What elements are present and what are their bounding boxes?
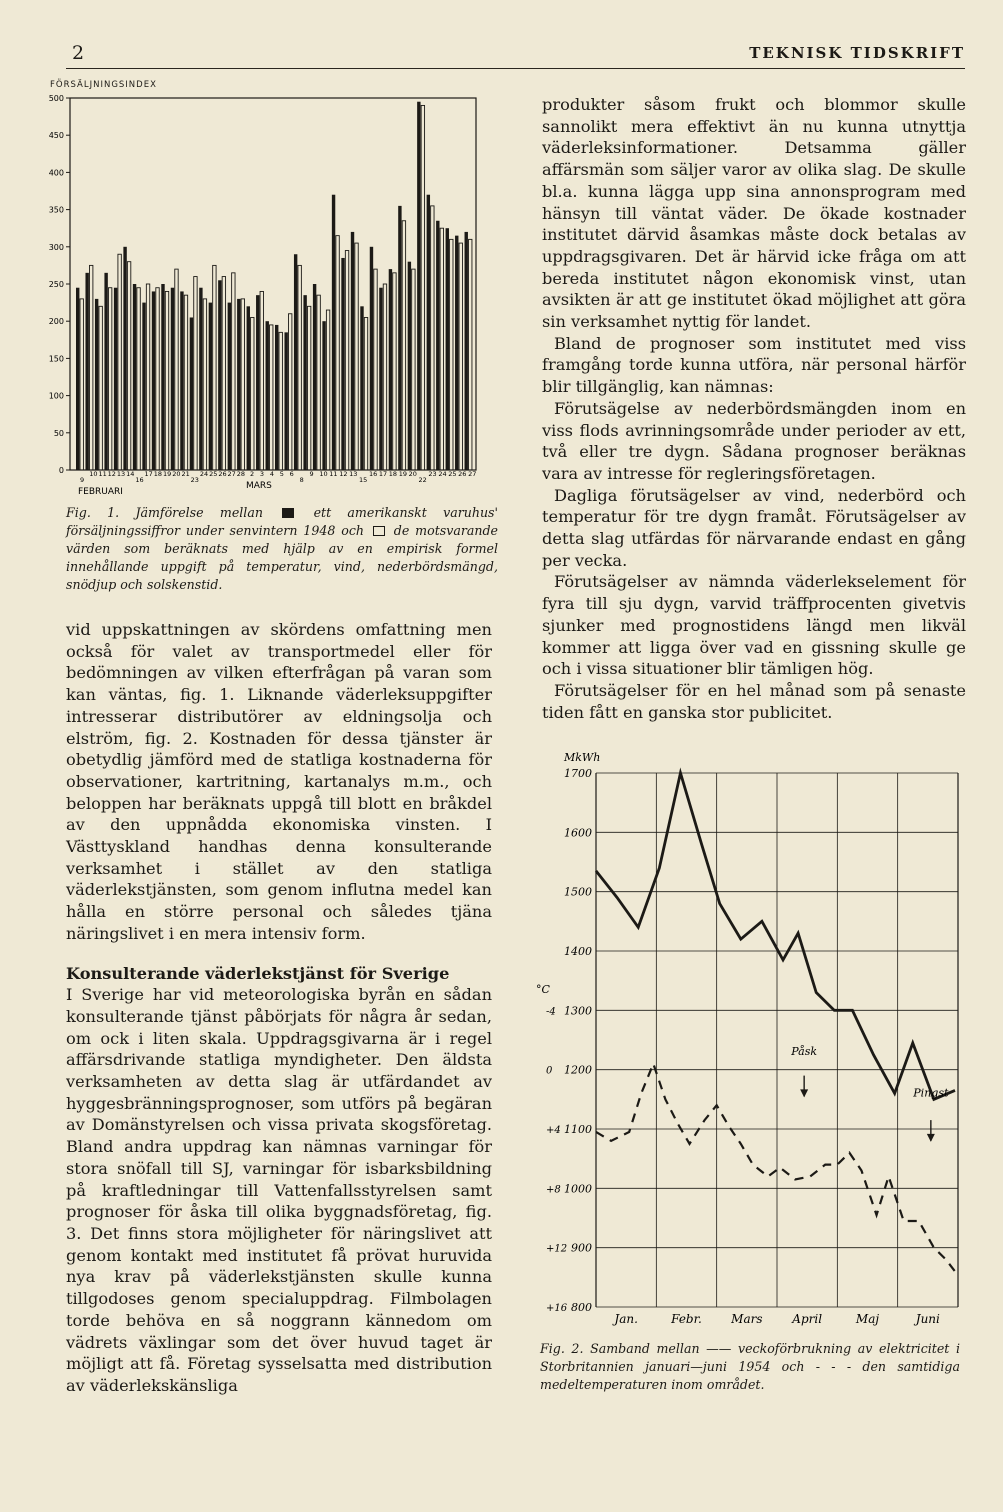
fig1-bar-solid <box>417 102 420 470</box>
hollow-bar-legend-icon <box>373 526 385 536</box>
fig1-bar-hollow <box>355 243 358 470</box>
fig1-bar-hollow <box>288 314 291 470</box>
fig1-bar-hollow <box>213 265 216 470</box>
fig1-bar-solid <box>341 258 344 470</box>
fig2-y2tick-label: 0 <box>546 1065 553 1077</box>
fig1-ytick-label: 300 <box>48 242 64 252</box>
fig1-bar-solid <box>427 195 430 470</box>
fig1-bar-hollow <box>279 332 282 470</box>
fig2-ytick-label: 1600 <box>564 826 592 840</box>
fig1-xtick-label: 27 <box>227 470 236 478</box>
fig1-xtick-label: 20 <box>172 470 181 478</box>
fig1-xtick-label: 18 <box>153 470 163 478</box>
fig1-xtick-label: 16 <box>135 476 144 484</box>
fig1-ytick-label: 50 <box>53 428 64 438</box>
right-paragraph-4: Dagliga förutsägelser av vind, nederbörd och temperatur för tre dygn framåt. Förutsägelser av detta slag utfärdas för närvarande endast en gång per vecka. <box>542 485 966 570</box>
fig1-bar-hollow <box>232 273 235 470</box>
fig1-xtick-label: 23 <box>428 470 437 478</box>
left-column <box>66 619 492 1397</box>
fig2-xtick-label: Mars <box>731 1312 763 1326</box>
right-paragraph-3: Förutsägelse av nederbördsmängden inom en viss flods avrinningsområde under perioder av ett, två eller tre dygn. Sådana prognoser beräknas vara av intresse för regleringsföretagen. <box>542 398 966 483</box>
arrowhead-icon <box>800 1089 808 1097</box>
fig1-bar-solid <box>379 288 382 470</box>
fig1-bar-solid <box>313 284 316 470</box>
fig1-bar-solid <box>161 284 164 470</box>
fig1-bar-hollow <box>421 105 424 470</box>
fig1-xtick-label: 17 <box>378 470 388 478</box>
fig1-xtick-label: 15 <box>359 476 368 484</box>
fig1-xtick-label: 26 <box>218 470 227 478</box>
fig1-xtick-label: 21 <box>181 470 190 478</box>
fig1-bar-hollow <box>241 299 244 470</box>
fig2-ytick-label: 1400 <box>564 945 592 958</box>
fig1-xtick-label: 5 <box>279 470 284 478</box>
fig1-bar-hollow <box>412 269 415 470</box>
fig1-bar-solid <box>303 295 306 470</box>
fig1-xtick-label: 12 <box>339 470 348 478</box>
fig1-bar-solid <box>322 321 325 470</box>
fig2-y2tick-label: +16 <box>546 1303 568 1314</box>
page-header <box>66 42 965 68</box>
fig1-bar-hollow <box>175 269 178 470</box>
fig1-caption-lead: Fig. 1. <box>66 505 120 520</box>
fig1-bar-hollow <box>270 325 273 470</box>
fig2-annotation-pask: Påsk <box>791 1044 818 1058</box>
fig1-bar-solid <box>228 303 231 470</box>
fig1-xtick-label: 24 <box>199 470 209 478</box>
fig2-caption-text: Samband mellan —— veckoförbrukning av elektricitet i Storbritannien januari—juni 1954 och - - - den samtidiga medeltemperaturen inom området. <box>540 1341 960 1392</box>
fig1-month-mar: MARS <box>246 481 272 491</box>
fig1-ytick-label: 100 <box>48 391 64 401</box>
fig1-bar-solid <box>436 221 439 470</box>
fig1-bar-hollow <box>307 306 310 470</box>
fig1-ytick-label: 150 <box>48 354 64 364</box>
fig2-ytick-label: 1200 <box>564 1063 592 1077</box>
fig1-bar-solid <box>294 254 297 470</box>
fig1-bar-hollow <box>137 288 140 470</box>
fig1-xtick-label: 14 <box>126 470 135 478</box>
fig1-bar-hollow <box>374 269 377 470</box>
fig2-ytick-label: 1300 <box>564 1004 592 1018</box>
fig1-ytick-label: 400 <box>48 168 64 178</box>
fig2-line-temperature <box>596 1064 955 1272</box>
fig2-line-consumption <box>596 773 955 1099</box>
fig1-bar-hollow <box>317 295 320 470</box>
fig2-y2tick-label: +8 <box>546 1184 561 1196</box>
fig1-bar-hollow <box>260 291 263 470</box>
fig1-ylabel: FÖRSÄLJNINGSINDEX <box>50 80 157 90</box>
fig1-bar-hollow <box>459 243 462 470</box>
fig2-y2tick-label: -4 <box>546 1006 556 1018</box>
fig1-bar-hollow <box>364 317 367 470</box>
fig1-bar-solid <box>247 306 250 470</box>
fig1-bar-solid <box>465 232 468 470</box>
fig1-bar-hollow <box>336 236 339 470</box>
fig1-bar-hollow <box>431 206 434 470</box>
right-paragraph-2: Bland de prognoser som institutet med viss framgång torde kunna utföra, när personal härför blir tillgänglig, kan nämnas: <box>542 333 966 397</box>
fig1-xtick-label: 23 <box>190 476 199 484</box>
fig2-y2label: °C <box>536 983 550 996</box>
fig1-bar-hollow <box>345 251 348 470</box>
journal-title: TEKNISK TIDSKRIFT <box>749 44 965 62</box>
fig1-bar-hollow <box>184 295 187 470</box>
fig1-bar-solid <box>142 303 145 470</box>
fig1-bar-hollow <box>469 239 472 470</box>
fig1-xtick-label: 19 <box>398 470 407 478</box>
fig1-xtick-label: 27 <box>468 470 477 478</box>
fig1-bar-solid <box>76 288 79 470</box>
fig1-bar-solid <box>237 299 240 470</box>
fig1-bar-hollow <box>165 291 168 470</box>
fig1-bar-hollow <box>89 265 92 470</box>
left-paragraph-2: I Sverige har vid meteorologiska byrån en sådan konsulterande tjänst påbörjats för några år sedan, om ock i liten skala. Uppdragsgivarna är i regel affärsdrivande statliga myndigheter. Den äldsta verksamheten av detta slag är utfärdandet av hyggesbränningsprognoser, som utförs på begäran av Domänstyrelsen och vissa privata skogsföretag. Bland andra uppdrag kan nämnas varningar för stora snöfall till SJ, varningar för isbarksbildning på kraftledningar till Vattenfallsstyrelsen samt prognoser för åska till olika byggnadsföretag, fig. 3. Det finns stora möjligheter för näringslivet att genom kontakt med institutet få prövat huruvida nya krav på väderlekstjänsten skulle kunna tillgodoses genom specialuppdrag. Filmbolagen torde behöva en så noggrann kännedom om vädrets växlingar som det över huvud taget är möjligt att få. Företag sysselsatta med distribution av väderlekskänsliga <box>66 985 492 1395</box>
right-paragraph-5: Förutsägelser av nämnda väderlekselement för fyra till sju dygn, varvid träffprocenten givetvis sjunker med prognostidens längd men likväl kommer att ligga över vad en gissning skulle ge och i vissa situationer blir tämligen hög. <box>542 572 966 679</box>
fig1-bar-hollow <box>383 284 386 470</box>
fig1-bar-solid <box>284 332 287 470</box>
fig1-bar-solid <box>95 299 98 470</box>
fig1-bar-hollow <box>80 299 83 470</box>
fig1-bar-solid <box>266 321 269 470</box>
fig1-bar-hollow <box>440 228 443 470</box>
fig1-xtick-label: 10 <box>89 470 98 478</box>
fig1-xtick-label: 26 <box>458 470 467 478</box>
fig1-caption-c: de motsvarande värden som beräknats med hjälp av en empirisk formel innehållande uppgift på temperatur, vind, nederbördsmängd, snödjup och solskenstid. <box>66 523 499 592</box>
fig2-y2tick-label: +12 <box>546 1243 568 1255</box>
fig1-xtick-label: 4 <box>269 470 274 478</box>
fig1-bar-hollow <box>298 265 301 470</box>
fig1-bar-solid <box>389 269 392 470</box>
fig1-xtick-label: 2 <box>250 470 255 478</box>
arrowhead-icon <box>927 1134 935 1142</box>
fig1-bar-hollow <box>222 277 225 470</box>
fig1-bar-solid <box>199 288 202 470</box>
fig1-bar-solid <box>123 247 126 470</box>
fig1-bar-solid <box>85 273 88 470</box>
fig2-ytick-label: 800 <box>571 1301 592 1314</box>
section-subheading: Konsulterande väderlekstjänst för Sverige <box>66 963 450 983</box>
fig2-ytick-label: 1000 <box>564 1182 592 1196</box>
fig1-xtick-label: 19 <box>163 470 172 478</box>
fig1-ytick-label: 350 <box>48 205 64 215</box>
fig1-bar-solid <box>455 236 458 470</box>
fig1-xtick-label: 11 <box>98 470 107 478</box>
fig1-chart <box>48 90 488 498</box>
fig2-xtick-label: Juni <box>915 1312 940 1326</box>
fig1-bar-solid <box>133 284 136 470</box>
fig1-xtick-label: 9 <box>309 470 314 478</box>
fig1-bar-hollow <box>251 317 254 470</box>
fig1-xtick-label: 6 <box>289 470 294 478</box>
fig1-ytick-label: 200 <box>48 317 64 327</box>
fig2-caption-lead: Fig. 2. <box>540 1341 584 1356</box>
fig1-bar-hollow <box>194 277 197 470</box>
right-column <box>542 94 966 723</box>
header-rule <box>66 68 965 69</box>
fig2-xtick-label: Jan. <box>614 1312 638 1326</box>
fig1-xtick-label: 28 <box>236 470 246 478</box>
fig1-ytick-label: 0 <box>58 466 64 475</box>
solid-bar-legend-icon <box>282 508 294 518</box>
fig1-xtick-label: 13 <box>116 470 126 478</box>
fig1-xtick-label: 22 <box>418 476 427 484</box>
fig1-bar-solid <box>171 288 174 470</box>
fig2-xtick-label: Maj <box>855 1312 880 1326</box>
fig1-bar-solid <box>209 303 212 470</box>
fig1-bar-solid <box>104 273 107 470</box>
fig1-bar-hollow <box>156 288 159 470</box>
fig1-xtick-label: 10 <box>319 470 328 478</box>
fig1-xtick-label: 13 <box>349 470 358 478</box>
fig1-xtick-label: 25 <box>448 470 457 478</box>
fig1-bar-hollow <box>450 239 453 470</box>
fig2-caption <box>540 1340 960 1394</box>
fig1-bar-hollow <box>146 284 149 470</box>
fig1-xtick-label: 25 <box>209 470 218 478</box>
right-paragraph-1: produkter såsom frukt och blommor skulle sannolikt mera effektivt än nu kunna utnyttja väderleksinformationer. Detsamma gäller affärsmän som säljer varor av olika slag. De skulle bl.a. kunna lägga upp sina annonsprogram med hänsyn till väntat väder. De ökade kostnader institutet därvid åsamkas måste dock betalas av uppdragsgivaren. Det är härvid icke fråga om att bereda institutet någon ekonomisk vinst, utan avsikten är att ge institutet ökad möjlighet att göra sin verksamhet nyttig för landet. <box>542 95 966 332</box>
fig1-bar-hollow <box>203 299 206 470</box>
left-paragraph-1: vid uppskattningen av skördens omfattning men också för valet av transportmedel eller för bedömningen av vilken efterfrågan på varan som kan väntas, fig. 1. Liknande väderleksuppgifter intresserar distributörer av eldningsolja och elström, fig. 2. Kostnaden för dessa tjänster är obetydlig jämförd med de statliga kostnaderna för observationer, kartritning, kartanalys m.m., och beloppen har beräknats uppgå till blott en bråkdel av den uppnådda ekonomiska vinsten. I Västtyskland handhas denna konsulterande verksamhet i stället av den statliga väderlekstjänsten, som genom influtna medel kan hålla en större personal och således tjäna näringslivet i en mera intensiv form. <box>66 620 492 943</box>
fig1-ytick-label: 450 <box>48 131 64 141</box>
fig1-bar-solid <box>218 280 221 470</box>
fig1-ytick-label: 500 <box>48 94 64 103</box>
fig1-month-feb: FEBRUARI <box>78 487 123 497</box>
fig1-bar-solid <box>275 325 278 470</box>
fig1-xtick-label: 11 <box>329 470 338 478</box>
fig1-bar-solid <box>114 288 117 470</box>
fig1-ytick-label: 250 <box>48 280 64 289</box>
fig1-caption-a: Jämförelse mellan <box>135 505 263 520</box>
fig1-bar-solid <box>351 232 354 470</box>
fig1-bar-solid <box>360 306 363 470</box>
fig1-xtick-label: 9 <box>80 476 85 484</box>
fig1-bar-solid <box>398 206 401 470</box>
fig2-ylabel: MkWh <box>564 751 601 764</box>
fig2-xtick-label: April <box>792 1312 823 1326</box>
fig1-xtick-label: 20 <box>408 470 417 478</box>
fig1-bar-solid <box>446 228 449 470</box>
fig1-bar-hollow <box>99 306 102 470</box>
fig1-xtick-label: 17 <box>144 470 153 478</box>
fig1-bar-hollow <box>402 221 405 470</box>
fig1-bar-solid <box>190 317 193 470</box>
fig1-caption-b: ett amerikanskt varuhus' försäljningssiffror under senvintern 1948 och <box>66 505 498 538</box>
page-number: 2 <box>72 42 85 64</box>
fig1-bar-solid <box>180 291 183 470</box>
fig1-bar-hollow <box>108 288 111 470</box>
fig1-xtick-label: 24 <box>438 470 447 478</box>
fig1-bar-hollow <box>118 254 121 470</box>
fig1-bar-solid <box>256 295 259 470</box>
fig2-annotation-pingst: Pingst <box>913 1086 949 1100</box>
fig1-bar-hollow <box>127 262 130 470</box>
fig2-chart <box>530 745 970 1335</box>
fig1-xtick-label: 18 <box>388 470 398 478</box>
fig2-ytick-label: 1100 <box>564 1123 592 1136</box>
fig1-bar-solid <box>370 247 373 470</box>
fig1-bar-solid <box>408 262 411 470</box>
right-paragraph-6: Förutsägelser för en hel månad som på senaste tiden fått en ganska stor publicitet. <box>542 680 966 722</box>
fig1-bar-solid <box>152 291 155 470</box>
fig1-xtick-label: 12 <box>107 470 116 478</box>
fig1-bar-hollow <box>326 310 329 470</box>
fig1-xtick-label: 16 <box>368 470 378 478</box>
fig1-xtick-label: 8 <box>299 476 304 484</box>
fig2-ytick-label: 1700 <box>564 767 592 780</box>
fig1-caption <box>66 504 498 594</box>
fig1-bar-hollow <box>393 273 396 470</box>
fig2-ytick-label: 1500 <box>564 885 592 899</box>
fig1-xtick-label: 3 <box>259 470 265 478</box>
fig2-ytick-label: 900 <box>571 1241 592 1255</box>
fig2-y2tick-label: +4 <box>546 1125 561 1136</box>
fig2-xtick-label: Febr. <box>671 1312 702 1326</box>
fig1-bar-solid <box>332 195 335 470</box>
